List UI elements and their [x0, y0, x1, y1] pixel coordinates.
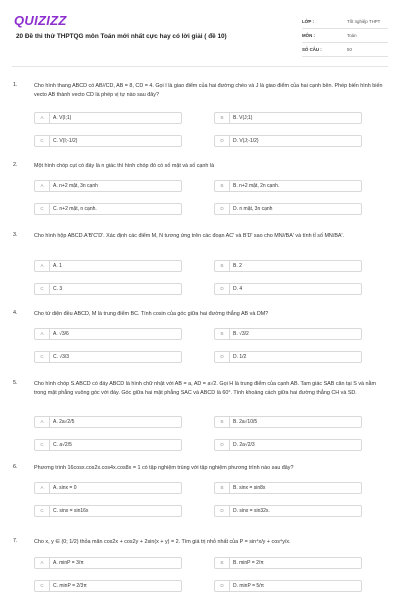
option-d[interactable] — [214, 135, 362, 147]
option-letter: B — [215, 113, 230, 123]
option-text: A. V(I;1) — [53, 115, 72, 121]
option-letter: B — [215, 261, 230, 271]
option-a[interactable] — [34, 482, 182, 494]
option-text: D. 2a√2/3 — [233, 442, 255, 448]
option-text: C. 3 — [53, 286, 63, 292]
question-number: 1. — [13, 82, 18, 88]
question-number: 2. — [13, 162, 18, 168]
option-d[interactable] — [214, 505, 362, 517]
option-text: B. sinx = sin8x — [233, 485, 266, 491]
option-b[interactable] — [214, 260, 362, 272]
option-text: B. 2a√10/5 — [233, 419, 258, 425]
option-text: C. n+2 mặt, n cạnh. — [53, 206, 97, 212]
option-a[interactable] — [34, 328, 182, 340]
option-text: B. n+2 mặt, 2n cạnh. — [233, 183, 280, 189]
question-number: 5. — [13, 380, 18, 386]
option-d[interactable] — [214, 439, 362, 451]
question-number: 7. — [13, 538, 18, 544]
option-letter: D — [215, 136, 230, 146]
option-c[interactable] — [34, 351, 182, 363]
option-letter: D — [215, 440, 230, 450]
option-letter: A — [35, 417, 50, 427]
option-letter: B — [215, 329, 230, 339]
worksheet-header — [12, 10, 388, 60]
option-letter: B — [215, 417, 230, 427]
option-letter: A — [35, 113, 50, 123]
option-text: A. sinx = 0 — [53, 485, 77, 491]
option-a[interactable] — [34, 557, 182, 569]
option-letter: B — [215, 558, 230, 568]
option-b[interactable] — [214, 557, 362, 569]
option-letter: A — [35, 558, 50, 568]
option-d[interactable] — [214, 283, 362, 295]
option-letter: D — [215, 204, 230, 214]
option-text: D. V(J;-1/2) — [233, 138, 259, 144]
header-divider — [12, 66, 388, 67]
question-text: Phương trình 16cosx.cos2x.cos4x.cos8x = 1 có tập nghiệm trùng với tập nghiệm phương trình nào sau đây? — [34, 465, 294, 471]
question-number: 6. — [13, 464, 18, 470]
option-text: B. minP = 2/π — [233, 560, 264, 566]
option-c[interactable] — [34, 580, 182, 592]
question-text: Cho x, y ∈ (0; 1/2) thỏa mãn cos2x + cos2y + 2sin(x + y) = 2. Tìm giá trị nhỏ nhất của P = sin⁴x/y + cos⁴y/x. — [34, 539, 291, 545]
option-b[interactable] — [214, 482, 362, 494]
option-letter: B — [215, 483, 230, 493]
option-text: B. 2 — [233, 263, 242, 269]
meta-box — [302, 15, 388, 57]
option-letter: C — [35, 204, 50, 214]
option-a[interactable] — [34, 260, 182, 272]
option-text: A. minP = 3/π — [53, 560, 84, 566]
option-letter: D — [215, 506, 230, 516]
option-a[interactable] — [34, 416, 182, 428]
option-letter: C — [35, 136, 50, 146]
meta-label: MÔN : — [302, 33, 315, 38]
option-letter: A — [35, 261, 50, 271]
quizizz-logo: QUIZIZZ — [14, 13, 67, 28]
question-text: Cho hình chóp S.ABCD có đáy ABCD là hình chữ nhật với AB = a, AD = a√2. Gọi H là trung điểm của cạnh AB. Tam giác SAB cân tại S và nằm trong mặt phẳng vuông góc với đáy. Góc giữa hai mặt phẳng SAC và ABCD là 60°. Tính khoảng cách giữa hai đường thẳng CH và SD. — [34, 381, 377, 396]
option-letter: A — [35, 329, 50, 339]
document-title: 20 Đề thi thử THPTQG môn Toán mới nhất cực hay có lời giải ( đề 10) — [16, 33, 227, 40]
question-number: 3. — [13, 232, 18, 238]
option-b[interactable] — [214, 180, 362, 192]
option-c[interactable] — [34, 203, 182, 215]
option-b[interactable] — [214, 112, 362, 124]
option-a[interactable] — [34, 112, 182, 124]
option-letter: A — [35, 181, 50, 191]
option-text: A. √3/6 — [53, 331, 69, 337]
option-d[interactable] — [214, 351, 362, 363]
question-number: 4. — [13, 310, 18, 316]
meta-value: Tốt nghiệp THPT — [347, 19, 381, 24]
option-d[interactable] — [214, 203, 362, 215]
meta-label: LỚP : — [302, 19, 314, 24]
option-text: C. minP = 2/3π — [53, 583, 87, 589]
option-letter: B — [215, 181, 230, 191]
option-text: D. 4 — [233, 286, 243, 292]
question-text: Một hình chóp cụt có đáy là n giác thì hình chóp đó có số mặt và số cạnh là — [34, 163, 215, 169]
meta-value: 50 — [347, 47, 352, 52]
option-letter: D — [215, 352, 230, 362]
option-letter: C — [35, 506, 50, 516]
question-text: Cho hình thang ABCD có AB//CD, AB = 8, CD = 4. Gọi I là giao điểm của hai đường chéo và J là giao điểm của hai cạnh bên. Phép biến hình biến vecto AB thành vecto CD là phép vị tự nào sau đây? — [34, 83, 383, 98]
option-text: A. 1 — [53, 263, 62, 269]
option-letter: C — [35, 284, 50, 294]
option-text: C. a√2/5 — [53, 442, 72, 448]
question-text: Cho tứ diện đều ABCD, M là trung điểm BC. Tính cosin của góc giữa hai đường thẳng AB và DM? — [34, 311, 269, 317]
meta-row-class — [302, 15, 388, 29]
option-b[interactable] — [214, 416, 362, 428]
question-text: Cho hình hộp ABCD.A'B'C'D'. Xác định các điểm M, N tương ứng trên các đoạn AC' và B'D' sao cho MN//BA' và tính tỉ số MN/BA'. — [34, 233, 345, 239]
option-d[interactable] — [214, 580, 362, 592]
option-c[interactable] — [34, 439, 182, 451]
option-text: A. 2a√2/5 — [53, 419, 75, 425]
option-letter: D — [215, 284, 230, 294]
meta-value: Toán — [347, 33, 357, 38]
option-text: B. √3/2 — [233, 331, 249, 337]
option-text: D. n mặt, 3n cạnh — [233, 206, 273, 212]
option-letter: D — [215, 581, 230, 591]
meta-label: SỐ CÂU : — [302, 47, 322, 52]
option-text: D. sinx = sin32x. — [233, 508, 270, 514]
option-text: C. V(I;-1/2) — [53, 138, 78, 144]
option-b[interactable] — [214, 328, 362, 340]
option-c[interactable] — [34, 505, 182, 517]
meta-row-count — [302, 43, 388, 57]
option-a[interactable] — [34, 180, 182, 192]
option-text: D. minP = 5/π — [233, 583, 265, 589]
option-letter: A — [35, 483, 50, 493]
option-text: C. √3/3 — [53, 354, 70, 360]
option-c[interactable] — [34, 283, 182, 295]
option-letter: C — [35, 440, 50, 450]
option-text: D. 1/2 — [233, 354, 247, 360]
meta-row-subject — [302, 29, 388, 43]
option-text: A. n+2 mặt, 3n cạnh — [53, 183, 98, 189]
option-letter: C — [35, 352, 50, 362]
option-text: C. sinx = sin16x — [53, 508, 89, 514]
option-text: B. V(J;1) — [233, 115, 253, 121]
option-c[interactable] — [34, 135, 182, 147]
option-letter: C — [35, 581, 50, 591]
